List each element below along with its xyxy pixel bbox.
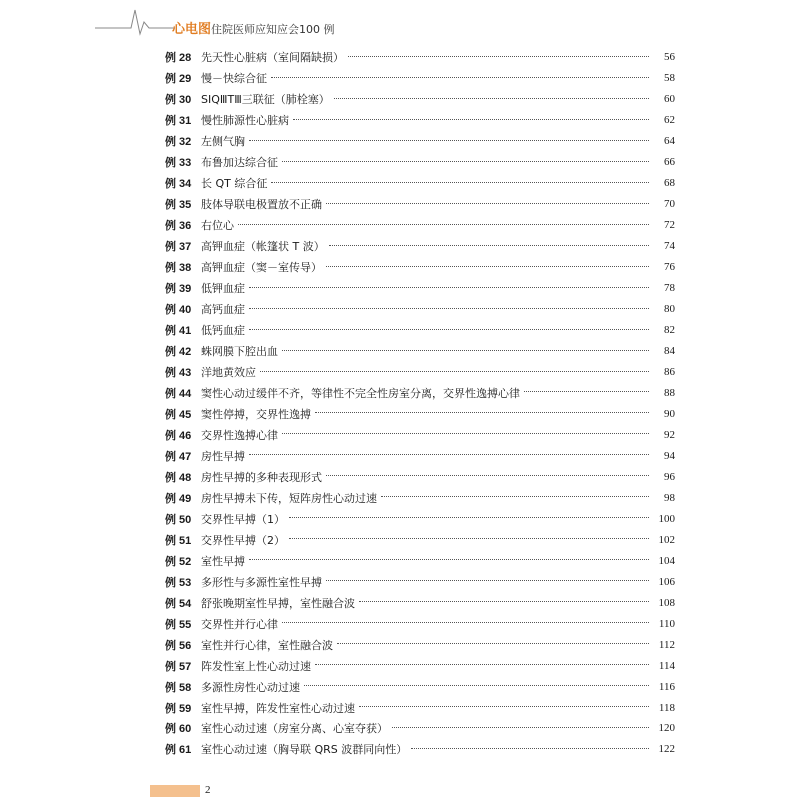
case-number: 例 36 — [165, 220, 192, 233]
toc-entry[interactable] — [165, 613, 675, 634]
entry-title: 多形性与多源性室性早搏 — [201, 575, 322, 589]
book-title-rest: 住院医师应知应会100 例 — [211, 23, 335, 36]
toc-entry[interactable] — [165, 529, 675, 550]
entry-page-number: 68 — [664, 177, 675, 190]
toc-entry[interactable] — [165, 571, 675, 592]
book-title — [172, 18, 335, 37]
case-number: 例 49 — [165, 492, 192, 505]
case-number: 例 33 — [165, 157, 192, 170]
dot-leader — [249, 286, 649, 288]
case-number: 例 54 — [165, 597, 192, 610]
entry-page-number: 78 — [664, 282, 675, 295]
entry-title: 洋地黄效应 — [201, 366, 256, 380]
case-number: 例 46 — [165, 429, 192, 442]
dot-leader — [304, 684, 649, 686]
case-number: 例 30 — [165, 94, 192, 107]
entry-title: 房性早搏的多种表现形式 — [201, 470, 322, 484]
entry-title: 交界性逸搏心律 — [201, 428, 278, 442]
entry-title: 蛛网膜下腔出血 — [201, 345, 278, 359]
entry-page-number: 56 — [664, 51, 675, 64]
entry-title: 房性早搏 — [201, 449, 245, 463]
book-title-accent: 心电图 — [172, 22, 212, 37]
dot-leader — [282, 621, 649, 623]
entry-title: 高钾血症（帐篷状 T 波） — [201, 240, 325, 254]
entry-title: 室性并行心律，室性融合波 — [201, 638, 333, 652]
entry-page-number: 120 — [658, 722, 675, 735]
entry-title: 右位心 — [201, 219, 234, 233]
toc-entry[interactable] — [165, 152, 675, 173]
entry-page-number: 84 — [664, 345, 675, 358]
entry-page-number: 92 — [664, 428, 675, 441]
case-number: 例 57 — [165, 660, 192, 673]
toc-entry[interactable] — [165, 718, 675, 739]
toc-entry[interactable] — [165, 403, 675, 424]
entry-page-number: 82 — [664, 324, 675, 337]
toc-entry[interactable] — [165, 47, 675, 68]
dot-leader — [334, 97, 649, 99]
dot-leader — [249, 328, 649, 330]
dot-leader — [329, 244, 649, 246]
entry-title: 高钾血症（窦－室传导） — [201, 261, 322, 275]
toc-entry[interactable] — [165, 194, 675, 215]
case-number: 例 48 — [165, 471, 192, 484]
dot-leader — [282, 160, 649, 162]
dot-leader — [238, 223, 649, 225]
entry-page-number: 116 — [658, 680, 675, 693]
entry-page-number: 96 — [664, 470, 675, 483]
entry-title: 舒张晚期室性早搏，室性融合波 — [201, 596, 355, 610]
entry-page-number: 86 — [664, 366, 675, 379]
entry-page-number: 80 — [664, 303, 675, 316]
case-number: 例 34 — [165, 178, 192, 191]
toc-entry[interactable] — [165, 257, 675, 278]
entry-title: 窦性停搏，交界性逸搏 — [201, 407, 311, 421]
dot-leader — [337, 642, 649, 644]
entry-page-number: 76 — [664, 261, 675, 274]
dot-leader — [315, 411, 649, 413]
entry-page-number: 106 — [658, 575, 675, 588]
case-number: 例 51 — [165, 534, 192, 547]
dot-leader — [326, 474, 649, 476]
toc-entry[interactable] — [165, 676, 675, 697]
case-number: 例 45 — [165, 408, 192, 421]
toc-entry[interactable] — [165, 383, 675, 404]
entry-title: 慢－快综合征 — [201, 72, 267, 86]
case-number: 例 56 — [165, 639, 192, 652]
running-header — [0, 0, 800, 40]
dot-leader — [289, 537, 649, 539]
entry-title: 左侧气胸 — [201, 135, 245, 149]
case-number: 例 35 — [165, 199, 192, 212]
entry-page-number: 60 — [664, 93, 675, 106]
entry-title: 交界性早搏（2） — [201, 533, 285, 547]
toc-entry[interactable] — [165, 592, 675, 613]
entry-page-number: 88 — [664, 386, 675, 399]
entry-page-number: 114 — [658, 659, 675, 672]
toc-entry[interactable] — [165, 362, 675, 383]
dot-leader — [249, 307, 649, 309]
toc-entry[interactable] — [165, 215, 675, 236]
dot-leader — [326, 579, 649, 581]
entry-page-number: 122 — [658, 743, 675, 756]
toc-entry[interactable] — [165, 655, 675, 676]
entry-title: 肢体导联电极置放不正确 — [201, 198, 322, 212]
toc-entry[interactable] — [165, 445, 675, 466]
entry-title: 室性心动过速（房室分离、心室夺获） — [201, 722, 388, 736]
entry-title: 房性早搏未下传，短阵房性心动过速 — [201, 491, 377, 505]
dot-leader — [359, 705, 649, 707]
toc-entry[interactable] — [165, 278, 675, 299]
dot-leader — [271, 76, 649, 78]
toc-entry[interactable] — [165, 131, 675, 152]
case-number: 例 31 — [165, 115, 192, 128]
entry-page-number: 100 — [658, 512, 675, 525]
case-number: 例 61 — [165, 744, 192, 757]
entry-title: SⅠQⅢTⅢ三联征（肺栓塞） — [201, 93, 330, 107]
entry-title: 室性早搏 — [201, 554, 245, 568]
case-number: 例 55 — [165, 618, 192, 631]
toc-entry[interactable] — [165, 634, 675, 655]
page-number: 2 — [205, 784, 211, 796]
toc-entry[interactable] — [165, 508, 675, 529]
dot-leader — [249, 139, 649, 141]
entry-page-number: 62 — [664, 114, 675, 127]
entry-page-number: 74 — [664, 240, 675, 253]
entry-title: 交界性并行心律 — [201, 617, 278, 631]
toc-entry[interactable] — [165, 89, 675, 110]
dot-leader — [326, 202, 649, 204]
case-number: 例 53 — [165, 576, 192, 589]
dot-leader — [326, 265, 649, 267]
ecg-waveform-icon — [95, 6, 175, 36]
dot-leader — [381, 495, 649, 497]
dot-leader — [282, 349, 649, 351]
toc-entry[interactable] — [165, 697, 675, 718]
toc-entry[interactable] — [165, 299, 675, 320]
case-number: 例 60 — [165, 723, 192, 736]
dot-leader — [315, 663, 649, 665]
case-number: 例 38 — [165, 262, 192, 275]
toc-entry[interactable] — [165, 236, 675, 257]
entry-title: 室性早搏，阵发性室性心动过速 — [201, 701, 355, 715]
case-number: 例 28 — [165, 52, 192, 65]
dot-leader — [392, 726, 649, 728]
case-number: 例 43 — [165, 367, 192, 380]
entry-page-number: 118 — [658, 701, 675, 714]
case-number: 例 32 — [165, 136, 192, 149]
toc-entry[interactable] — [165, 550, 675, 571]
dot-leader — [348, 55, 649, 57]
dot-leader — [249, 558, 649, 560]
entry-page-number: 112 — [658, 638, 675, 651]
entry-page-number: 108 — [658, 596, 675, 609]
dot-leader — [289, 516, 649, 518]
entry-title: 先天性心脏病（室间隔缺损） — [201, 51, 344, 65]
entry-title: 低钾血症 — [201, 282, 245, 296]
dot-leader — [260, 370, 649, 372]
entry-page-number: 70 — [664, 198, 675, 211]
entry-page-number: 102 — [658, 533, 675, 546]
toc-entry[interactable] — [165, 68, 675, 89]
entry-page-number: 90 — [664, 407, 675, 420]
case-number: 例 41 — [165, 325, 192, 338]
toc-entry[interactable] — [165, 739, 675, 760]
toc-entry[interactable] — [165, 487, 675, 508]
toc-entry[interactable] — [165, 320, 675, 341]
entry-title: 低钙血症 — [201, 324, 245, 338]
case-number: 例 39 — [165, 283, 192, 296]
case-number: 例 47 — [165, 450, 192, 463]
dot-leader — [282, 432, 649, 434]
entry-title: 高钙血症 — [201, 303, 245, 317]
table-of-contents — [165, 47, 675, 760]
entry-page-number: 104 — [658, 554, 675, 567]
entry-page-number: 94 — [664, 449, 675, 462]
toc-entry[interactable] — [165, 341, 675, 362]
toc-entry[interactable] — [165, 424, 675, 445]
case-number: 例 37 — [165, 241, 192, 254]
case-number: 例 50 — [165, 513, 192, 526]
entry-title: 交界性早搏（1） — [201, 512, 285, 526]
entry-title: 阵发性室上性心动过速 — [201, 659, 311, 673]
case-number: 例 44 — [165, 387, 192, 400]
dot-leader — [411, 747, 649, 749]
entry-page-number: 72 — [664, 219, 675, 232]
dot-leader — [249, 453, 649, 455]
entry-title: 室性心动过速（胸导联 QRS 波群同向性） — [201, 743, 408, 757]
entry-page-number: 66 — [664, 156, 675, 169]
entry-title: 多源性房性心动过速 — [201, 680, 300, 694]
case-number: 例 40 — [165, 304, 192, 317]
dot-leader — [359, 600, 649, 602]
dot-leader — [524, 390, 649, 392]
case-number: 例 42 — [165, 346, 192, 359]
case-number: 例 59 — [165, 702, 192, 715]
entry-page-number: 98 — [664, 491, 675, 504]
toc-entry[interactable] — [165, 173, 675, 194]
case-number: 例 52 — [165, 555, 192, 568]
entry-title: 布鲁加达综合征 — [201, 156, 278, 170]
footer-color-bar — [150, 785, 200, 797]
entry-page-number: 58 — [664, 72, 675, 85]
case-number: 例 58 — [165, 681, 192, 694]
entry-title: 长 QT 综合征 — [201, 177, 268, 191]
toc-entry[interactable] — [165, 466, 675, 487]
dot-leader — [293, 118, 649, 120]
entry-page-number: 64 — [664, 135, 675, 148]
entry-page-number: 110 — [658, 617, 675, 630]
entry-title: 慢性肺源性心脏病 — [201, 114, 289, 128]
case-number: 例 29 — [165, 73, 192, 86]
dot-leader — [271, 181, 649, 183]
toc-entry[interactable] — [165, 110, 675, 131]
entry-title: 窦性心动过缓伴不齐，等律性不完全性房室分离，交界性逸搏心律 — [201, 386, 520, 400]
